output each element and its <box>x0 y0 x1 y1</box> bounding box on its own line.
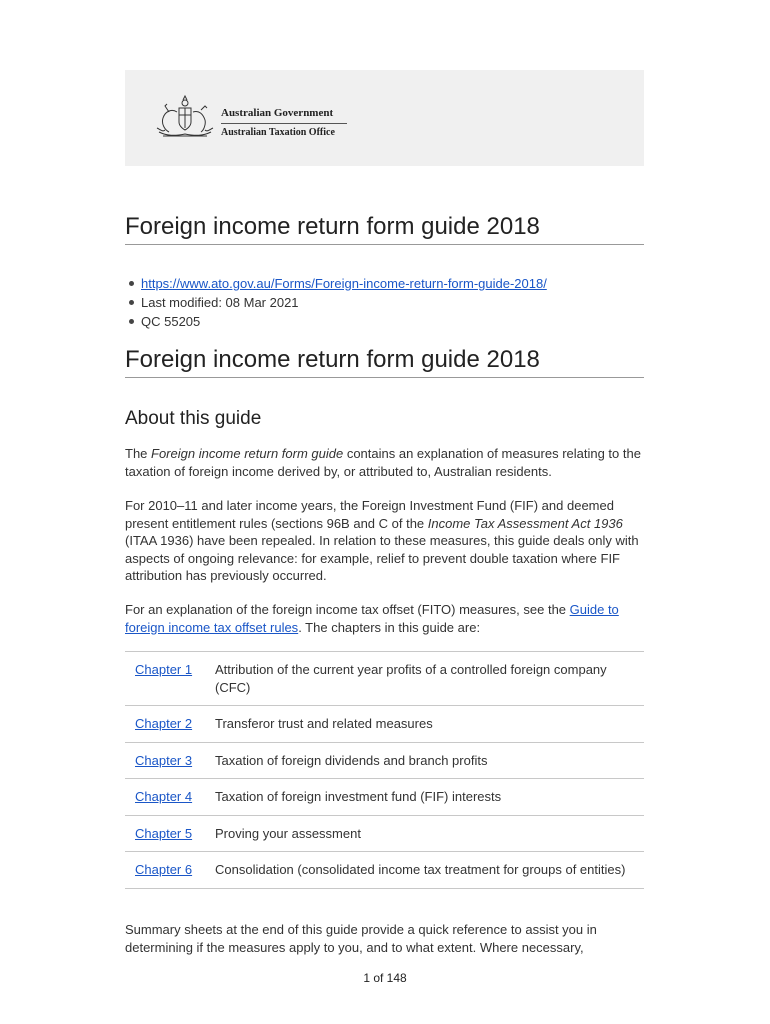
fito-guide-link[interactable]: Guide to foreign income tax offset rules <box>125 602 619 635</box>
chapter-link[interactable]: Chapter 3 <box>135 752 193 768</box>
chapter-description: Attribution of the current year profits of a controlled foreign company (CFC) <box>215 652 644 706</box>
meta-modified-item: Last modified: 08 Mar 2021 <box>141 293 547 312</box>
chapter-cell <box>125 779 215 816</box>
chapter-description: Transferor trust and related measures <box>215 706 644 743</box>
summary-paragraph: Summary sheets at the end of this guide provide a quick reference to assist you in determining if the measures apply to you, and to what extent. Where necessary, <box>125 922 597 955</box>
meta-qc-item: QC 55205 <box>141 312 547 331</box>
text-run: contains an explanation of measures relating to the taxation of foreign income derived by, or attributed to, Australian residents. <box>125 446 641 479</box>
chapter-description: Proving your assessment <box>215 815 644 852</box>
text-run: . The chapters in this guide are: <box>298 619 481 635</box>
chapter-row <box>125 742 644 779</box>
text-run: (ITAA 1936) have been repealed. In relation to these measures, this guide deals only with aspects of ongoing relevance: for example, relief to prevent double taxation where FIF attribution has previously occurred. <box>125 533 639 583</box>
intro-paragraph <box>125 445 644 480</box>
government-label: Australian Government <box>221 106 347 124</box>
agency-name <box>221 106 347 140</box>
fif-paragraph <box>125 497 644 585</box>
chapters-table <box>125 651 644 889</box>
meta-url-item <box>141 274 547 293</box>
chapter-row <box>125 706 644 743</box>
page-title: Foreign income return form guide 2018 <box>125 212 644 245</box>
chapter-cell <box>125 742 215 779</box>
chapter-cell <box>125 652 215 706</box>
chapter-row <box>125 779 644 816</box>
header-banner <box>125 70 644 166</box>
chapter-description: Taxation of foreign investment fund (FIF) interests <box>215 779 644 816</box>
coat-of-arms-logo <box>153 94 217 142</box>
chapter-row <box>125 852 644 889</box>
agency-label: Australian Taxation Office <box>221 127 335 138</box>
chapter-link[interactable]: Chapter 5 <box>135 825 193 841</box>
chapter-row <box>125 652 644 706</box>
text-run: For 2010–11 and later income years, the Foreign Investment Fund (FIF) and deemed present entitlement rules (sections 96B and C of the <box>125 498 614 531</box>
text-run: For an explanation of the foreign income tax offset (FITO) measures, see the <box>125 602 570 617</box>
about-heading: About this guide <box>125 408 262 429</box>
chapter-cell <box>125 852 215 889</box>
chapter-link[interactable]: Chapter 4 <box>135 789 193 804</box>
chapter-cell <box>125 815 215 852</box>
guide-title-italic: Foreign income return form guide <box>151 446 344 461</box>
chapter-description: Taxation of foreign dividends and branch profits <box>215 742 644 779</box>
chapter-link[interactable]: Chapter 1 <box>135 662 193 677</box>
chapter-cell <box>125 706 215 743</box>
text-run: The <box>125 446 152 461</box>
chapter-row <box>125 815 644 852</box>
section-title: Foreign income return form guide 2018 <box>125 345 644 378</box>
chapter-link[interactable]: Chapter 2 <box>135 716 193 731</box>
page-number: 1 of 148 <box>363 971 407 985</box>
act-title-italic: Income Tax Assessment Act 1936 <box>427 515 623 531</box>
chapter-description: Consolidation (consolidated income tax treatment for groups of entities) <box>215 852 644 889</box>
chapter-link[interactable]: Chapter 6 <box>135 862 193 877</box>
document-meta-list <box>125 274 547 331</box>
fito-paragraph <box>125 601 644 636</box>
source-url-link[interactable]: https://www.ato.gov.au/Forms/Foreign-income-return-form-guide-2018/ <box>141 276 547 291</box>
